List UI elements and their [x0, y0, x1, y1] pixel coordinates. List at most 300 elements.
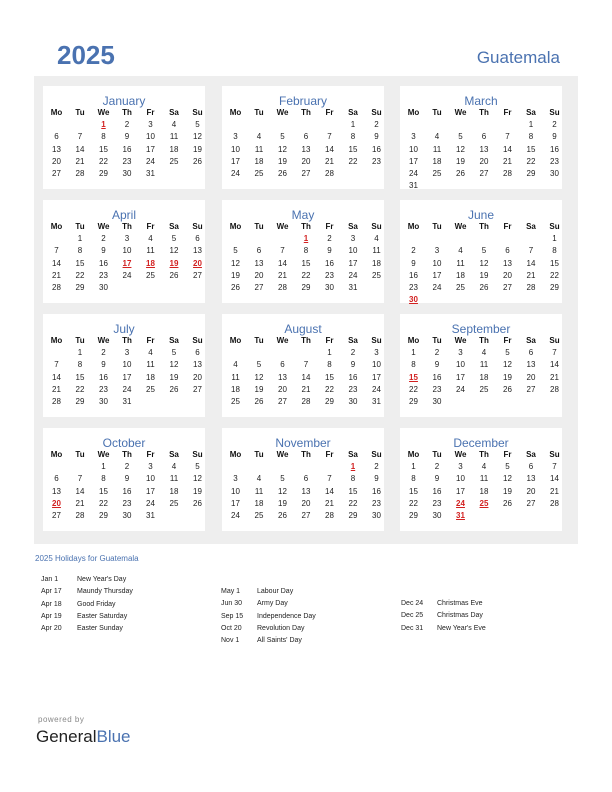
day: 11 — [146, 246, 155, 256]
day: 19 — [254, 384, 264, 394]
holiday-day: 18 — [146, 258, 155, 268]
weekday-header: We — [276, 108, 289, 117]
day: 3 — [434, 246, 440, 256]
day: 8 — [350, 474, 356, 484]
weekday-header: Su — [549, 450, 560, 459]
day: 20 — [526, 486, 536, 496]
day: 16 — [99, 372, 108, 382]
day: 1 — [350, 120, 356, 130]
day: 18 — [146, 372, 155, 382]
weekday-header: We — [276, 450, 289, 459]
day: 23 — [325, 270, 334, 280]
powered-by-text: powered by — [38, 715, 85, 724]
day: 1 — [77, 234, 83, 244]
holiday-day: 17 — [122, 258, 132, 268]
weekday-header: Sa — [526, 222, 536, 231]
day: 20 — [503, 270, 512, 280]
day: 2 — [124, 120, 130, 130]
day: 10 — [122, 360, 132, 370]
day: 12 — [193, 474, 202, 484]
day: 12 — [278, 486, 287, 496]
day: 21 — [526, 270, 536, 280]
day: 1 — [101, 462, 106, 472]
day: 9 — [327, 246, 332, 256]
day: 18 — [254, 156, 264, 166]
day: 15 — [409, 486, 418, 496]
month-title: April — [111, 208, 136, 222]
day: 25 — [169, 156, 179, 166]
day: 7 — [280, 246, 285, 256]
weekday-header: Fr — [503, 108, 512, 117]
holiday-name: Independence Day — [257, 612, 316, 620]
day: 6 — [280, 360, 285, 370]
day: 24 — [231, 169, 240, 178]
day: 12 — [254, 372, 264, 382]
brand-logo — [36, 727, 131, 747]
weekday-header: Tu — [254, 336, 264, 345]
day: 14 — [550, 474, 559, 484]
day: 23 — [372, 498, 381, 508]
day: 9 — [374, 132, 379, 142]
day: 5 — [505, 348, 510, 358]
month-august — [222, 314, 384, 417]
weekday-header: Tu — [75, 336, 85, 345]
holiday-day: 25 — [479, 498, 489, 508]
day: 26 — [231, 283, 240, 292]
day: 21 — [550, 486, 559, 496]
weekday-header: Sa — [526, 450, 536, 459]
brand-general: General — [36, 727, 97, 746]
day: 27 — [52, 511, 61, 520]
day: 15 — [301, 258, 311, 268]
weekday-header: Sa — [169, 222, 179, 231]
day: 17 — [432, 270, 442, 280]
holiday-date: Dec 31 — [401, 624, 424, 632]
day: 25 — [456, 283, 465, 292]
day: 3 — [233, 132, 238, 142]
day: 29 — [75, 283, 85, 292]
weekday-header: Su — [549, 108, 560, 117]
day: 6 — [256, 246, 262, 256]
weekday-header: Fr — [325, 108, 334, 117]
day: 2 — [552, 120, 557, 130]
day: 20 — [52, 156, 61, 166]
day: 6 — [195, 348, 200, 358]
day: 17 — [456, 486, 465, 496]
day: 26 — [278, 511, 287, 520]
day: 16 — [325, 258, 334, 268]
day: 27 — [193, 384, 202, 394]
day: 8 — [528, 132, 534, 142]
weekday-header: Th — [301, 336, 311, 345]
holiday-date: Apr 19 — [41, 612, 62, 620]
day: 22 — [99, 498, 108, 508]
day: 23 — [550, 156, 559, 166]
day: 6 — [54, 474, 59, 484]
day: 11 — [146, 360, 155, 370]
holiday-day: 31 — [456, 511, 465, 520]
holiday-date: Jun 30 — [221, 600, 243, 608]
day: 25 — [432, 169, 442, 178]
day: 4 — [148, 348, 153, 358]
holiday-date: May 1 — [221, 588, 241, 595]
holiday-name: Army Day — [257, 600, 288, 608]
weekday-header: Mo — [50, 450, 63, 459]
day: 17 — [231, 498, 240, 508]
day: 20 — [526, 372, 536, 382]
holiday-day: 1 — [350, 462, 356, 472]
day: 22 — [526, 156, 536, 166]
day: 21 — [503, 156, 512, 166]
weekday-header: Su — [371, 108, 382, 117]
day: 14 — [52, 258, 61, 268]
day: 5 — [280, 132, 285, 142]
day: 23 — [409, 283, 418, 292]
day: 27 — [503, 283, 512, 292]
day: 16 — [122, 144, 132, 154]
day: 13 — [526, 474, 536, 484]
day: 10 — [456, 360, 465, 370]
day: 17 — [348, 258, 358, 268]
day: 22 — [325, 384, 334, 394]
day: 17 — [409, 156, 418, 166]
weekday-header: Fr — [146, 450, 155, 459]
day: 13 — [278, 372, 287, 382]
weekday-header: Mo — [407, 108, 420, 117]
holiday-name: Revolution Day — [257, 624, 305, 632]
weekday-header: We — [97, 336, 110, 345]
day: 26 — [169, 270, 179, 280]
day: 29 — [409, 511, 418, 520]
day: 31 — [409, 181, 418, 191]
day: 20 — [193, 372, 202, 382]
day: 3 — [124, 234, 130, 244]
day: 4 — [233, 360, 238, 370]
day: 14 — [503, 144, 512, 154]
day: 6 — [195, 234, 200, 244]
day: 3 — [148, 462, 153, 472]
day: 28 — [503, 169, 512, 178]
day: 26 — [503, 384, 512, 394]
month-february — [222, 86, 384, 189]
day: 16 — [550, 144, 559, 154]
holiday-date: Sep 15 — [221, 612, 244, 620]
day: 29 — [75, 397, 85, 406]
weekday-header: Fr — [503, 222, 512, 231]
weekday-header: We — [454, 222, 467, 231]
day: 31 — [348, 283, 358, 292]
day: 1 — [327, 348, 332, 358]
weekday-header: We — [276, 222, 289, 231]
weekday-header: We — [97, 222, 110, 231]
day: 30 — [348, 397, 358, 406]
day: 21 — [550, 372, 559, 382]
day: 5 — [481, 246, 487, 256]
day: 10 — [146, 474, 155, 484]
day: 28 — [550, 498, 559, 508]
weekday-header: Mo — [229, 108, 242, 117]
day: 8 — [552, 246, 557, 256]
weekday-header: Mo — [50, 336, 63, 345]
weekday-header: Sa — [348, 450, 358, 459]
day: 22 — [348, 498, 358, 508]
day: 10 — [231, 144, 240, 154]
day: 7 — [77, 132, 83, 142]
day: 27 — [479, 169, 489, 178]
month-title: November — [275, 436, 331, 450]
weekday-header: Tu — [432, 336, 442, 345]
day: 2 — [434, 348, 440, 358]
day: 30 — [99, 283, 108, 292]
day: 5 — [256, 360, 262, 370]
day: 30 — [325, 283, 334, 292]
day: 16 — [432, 372, 442, 382]
day: 23 — [99, 384, 108, 394]
day: 30 — [432, 397, 442, 406]
day: 7 — [303, 360, 309, 370]
weekday-header: Mo — [50, 222, 63, 231]
day: 27 — [254, 283, 264, 292]
weekday-header: Sa — [169, 336, 179, 345]
weekday-header: Su — [371, 336, 382, 345]
day: 2 — [374, 462, 379, 472]
holiday-date: Apr 17 — [41, 588, 62, 596]
day: 23 — [348, 384, 358, 394]
day: 8 — [101, 474, 106, 484]
day: 18 — [479, 486, 489, 496]
weekday-header: Th — [122, 336, 132, 345]
day: 19 — [193, 486, 202, 496]
weekday-header: Mo — [407, 450, 420, 459]
day: 25 — [254, 511, 264, 520]
day: 15 — [99, 144, 108, 154]
day: 17 — [456, 372, 465, 382]
day: 14 — [52, 372, 61, 382]
day: 27 — [301, 169, 311, 178]
day: 4 — [256, 474, 262, 484]
day: 13 — [301, 144, 311, 154]
weekday-header: Fr — [325, 450, 334, 459]
holiday-day: 1 — [101, 120, 106, 130]
day: 12 — [479, 258, 489, 268]
day: 12 — [503, 474, 512, 484]
weekday-header: Su — [192, 336, 203, 345]
day: 26 — [456, 169, 465, 178]
day: 16 — [372, 486, 381, 496]
weekday-header: Th — [122, 450, 132, 459]
day: 22 — [550, 270, 559, 280]
weekday-header: Su — [549, 336, 560, 345]
day: 19 — [169, 372, 179, 382]
weekday-header: Mo — [229, 450, 242, 459]
day: 28 — [52, 397, 61, 406]
day: 4 — [481, 348, 487, 358]
day: 6 — [303, 474, 309, 484]
day: 12 — [193, 132, 202, 142]
day: 9 — [434, 474, 440, 484]
day: 8 — [411, 474, 416, 484]
day: 17 — [146, 486, 155, 496]
day: 3 — [350, 234, 356, 244]
month-title: March — [464, 94, 498, 108]
weekday-header: Mo — [50, 108, 63, 117]
weekday-header: Fr — [146, 222, 155, 231]
day: 26 — [254, 397, 264, 406]
day: 22 — [99, 156, 108, 166]
month-title: October — [102, 436, 146, 450]
day: 24 — [432, 283, 442, 292]
weekday-header: Su — [192, 450, 203, 459]
day: 9 — [374, 474, 379, 484]
weekday-header: Fr — [325, 336, 334, 345]
day: 10 — [409, 144, 418, 154]
weekday-header: Th — [301, 108, 311, 117]
day: 15 — [75, 258, 85, 268]
weekday-header: Tu — [75, 108, 85, 117]
day: 11 — [231, 372, 240, 382]
day: 29 — [99, 169, 108, 178]
weekday-header: Th — [479, 108, 489, 117]
day: 30 — [99, 397, 108, 406]
weekday-header: We — [97, 450, 110, 459]
day: 2 — [101, 234, 106, 244]
day: 28 — [550, 384, 559, 394]
month-october — [43, 428, 205, 531]
day: 19 — [503, 372, 512, 382]
day: 1 — [77, 348, 83, 358]
weekday-header: Th — [122, 222, 132, 231]
day: 31 — [122, 397, 132, 406]
day: 29 — [99, 511, 108, 520]
day: 6 — [481, 132, 487, 142]
day: 30 — [432, 511, 442, 520]
holiday-name: New Year's Day — [77, 576, 127, 583]
day: 28 — [278, 283, 287, 292]
weekday-header: Tu — [432, 108, 442, 117]
day: 24 — [372, 384, 381, 394]
day: 29 — [348, 511, 358, 520]
day: 19 — [231, 270, 240, 280]
month-title: February — [278, 94, 328, 108]
weekday-header: Mo — [407, 222, 420, 231]
day: 18 — [169, 486, 179, 496]
day: 18 — [479, 372, 489, 382]
day: 19 — [479, 270, 489, 280]
weekday-header: Mo — [407, 336, 420, 345]
day: 30 — [550, 169, 559, 178]
day: 12 — [169, 360, 179, 370]
day: 21 — [52, 384, 61, 394]
weekday-header: Tu — [75, 450, 85, 459]
day: 20 — [254, 270, 264, 280]
day: 7 — [552, 462, 557, 472]
holiday-day: 24 — [456, 498, 465, 508]
month-january — [43, 86, 205, 189]
day: 28 — [75, 511, 85, 520]
weekday-header: Tu — [254, 108, 264, 117]
year-title: 2025 — [57, 40, 115, 70]
day: 7 — [327, 474, 332, 484]
day: 26 — [278, 169, 287, 178]
day: 11 — [432, 144, 442, 154]
weekday-header: We — [97, 108, 110, 117]
day: 25 — [146, 384, 155, 394]
day: 1 — [411, 348, 416, 358]
day: 13 — [193, 360, 202, 370]
day: 17 — [122, 372, 132, 382]
day: 31 — [146, 169, 155, 178]
day: 10 — [122, 246, 132, 256]
weekday-header: Mo — [229, 222, 242, 231]
day: 26 — [193, 156, 202, 166]
day: 5 — [195, 462, 200, 472]
day: 14 — [75, 486, 85, 496]
holiday-date: Jan 1 — [41, 576, 59, 583]
day: 21 — [325, 156, 334, 166]
day: 31 — [372, 397, 381, 406]
day: 6 — [505, 246, 510, 256]
day: 27 — [526, 384, 536, 394]
day: 21 — [75, 498, 85, 508]
day: 10 — [372, 360, 381, 370]
day: 7 — [552, 348, 557, 358]
day: 2 — [411, 246, 416, 256]
day: 11 — [456, 258, 465, 268]
weekday-header: Sa — [526, 336, 536, 345]
month-july — [43, 314, 205, 417]
holiday-day: 20 — [52, 498, 61, 508]
weekday-header: Fr — [146, 108, 155, 117]
day: 13 — [52, 144, 61, 154]
day: 20 — [278, 384, 287, 394]
day: 2 — [374, 120, 379, 130]
day: 13 — [479, 144, 489, 154]
weekday-header: Tu — [254, 222, 264, 231]
holiday-name: All Saints' Day — [257, 637, 302, 645]
day: 18 — [456, 270, 465, 280]
day: 13 — [254, 258, 264, 268]
day: 17 — [146, 144, 155, 154]
month-june — [400, 200, 562, 303]
day: 15 — [550, 258, 559, 268]
day: 11 — [254, 486, 264, 496]
day: 18 — [254, 498, 264, 508]
holiday-name: Christmas Day — [437, 612, 483, 620]
day: 14 — [75, 144, 85, 154]
day: 7 — [77, 474, 83, 484]
day: 29 — [526, 169, 536, 178]
day: 28 — [325, 511, 334, 520]
day: 12 — [278, 144, 287, 154]
weekday-header: Th — [479, 222, 489, 231]
day: 1 — [528, 120, 534, 130]
day: 10 — [231, 486, 240, 496]
day: 3 — [458, 462, 463, 472]
day: 4 — [171, 462, 177, 472]
day: 26 — [169, 384, 179, 394]
day: 11 — [169, 474, 179, 484]
day: 29 — [409, 397, 418, 406]
weekday-header: We — [454, 336, 467, 345]
day: 12 — [503, 360, 512, 370]
day: 20 — [479, 156, 489, 166]
day: 5 — [458, 132, 463, 142]
day: 5 — [233, 246, 238, 256]
day: 29 — [301, 283, 311, 292]
day: 5 — [505, 462, 510, 472]
day: 4 — [171, 120, 177, 130]
day: 15 — [348, 486, 358, 496]
